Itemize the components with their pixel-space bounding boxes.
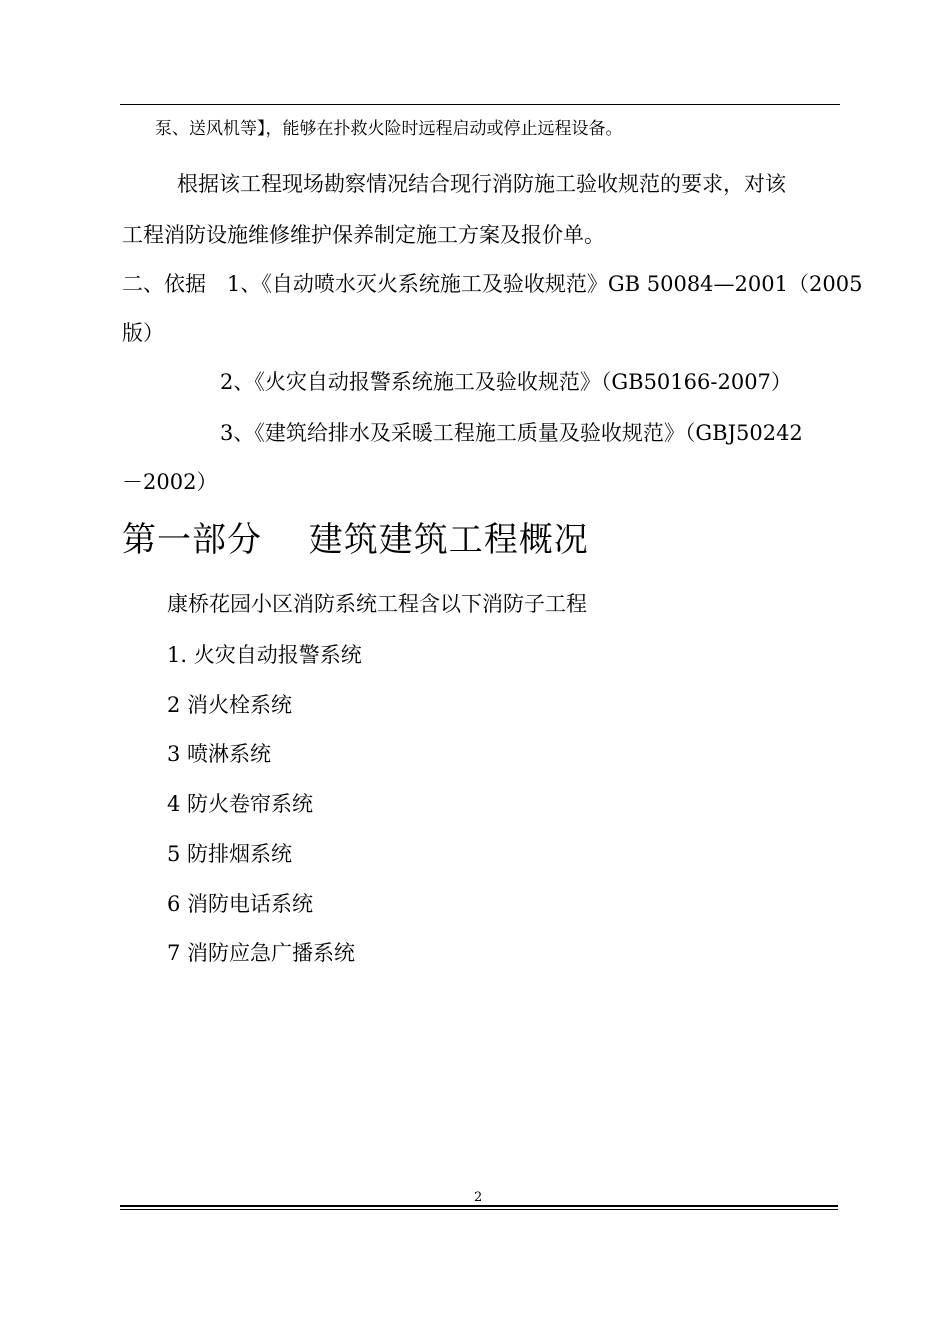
list-item: 6 消防电话系统: [167, 892, 314, 916]
section-title: 第一部分 建筑建筑工程概况: [122, 520, 589, 560]
header-rule: [120, 104, 840, 105]
footer-rule-thin: [120, 1209, 838, 1210]
list-item: 2 消火栓系统: [167, 693, 293, 717]
page-number: 2: [474, 1190, 483, 1205]
basis-item-3-line-2: －2002）: [122, 470, 218, 494]
intro-paragraph-line-1: 根据该工程现场勘察情况结合现行消防施工验收规范的要求，对该: [177, 172, 786, 196]
list-item: 1. 火灾自动报警系统: [167, 643, 362, 667]
basis-item-1-line-1: 二、依据 1、《自动喷水灭火系统施工及验收规范》GB 50084—2001（2005: [122, 272, 863, 296]
basis-item-1-line-2: 版）: [122, 321, 164, 345]
footer-rule-thick: [120, 1205, 838, 1207]
intro-paragraph-line-2: 工程消防设施维修维护保养制定施工方案及报价单。: [122, 223, 605, 247]
basis-item-3-line-1: 3、《建筑给排水及采暖工程施工质量及验收规范》（GBJ50242: [220, 421, 803, 445]
list-item: 4 防火卷帘系统: [167, 792, 314, 816]
basis-item-2: 2、《火灾自动报警系统施工及验收规范》（GB50166-2007）: [220, 370, 792, 394]
section-lead: 康桥花园小区消防系统工程含以下消防子工程: [167, 592, 587, 616]
list-item: 5 防排烟系统: [167, 842, 293, 866]
list-item: 3 喷淋系统: [167, 742, 272, 766]
list-item: 7 消防应急广播系统: [167, 941, 356, 965]
continuation-text: 泵、送风机等】，能够在扑救火险时远程启动或停止远程设备。: [155, 119, 623, 139]
